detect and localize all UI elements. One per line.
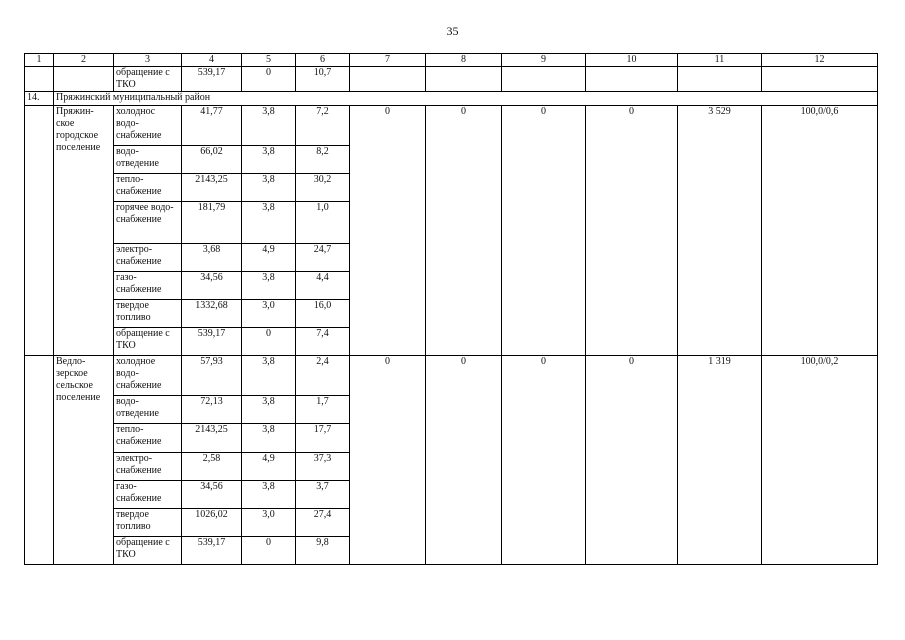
value-cell: 2,4 — [296, 356, 350, 396]
service-cell: электро-снабжение — [114, 453, 182, 481]
settlements-body — [25, 106, 878, 565]
service-cell: обращение с ТКО — [114, 67, 182, 92]
value-cell: 41,77 — [182, 106, 242, 146]
summary-cell: 0 — [426, 356, 502, 565]
value-cell: 34,56 — [182, 272, 242, 300]
value-cell: 4,4 — [296, 272, 350, 300]
value-cell: 539,17 — [182, 537, 242, 565]
service-cell: обращение с ТКО — [114, 328, 182, 356]
value-cell: 539,17 — [182, 328, 242, 356]
summary-cell: 0 — [502, 356, 586, 565]
value-cell: 57,93 — [182, 356, 242, 396]
header-cell: 3 — [114, 54, 182, 67]
service-cell: водо-отведение — [114, 396, 182, 424]
value-cell: 8,2 — [296, 146, 350, 174]
value-cell: 27,4 — [296, 509, 350, 537]
header-cell: 12 — [762, 54, 878, 67]
settlement-name: Пряжин-ское городское поселение — [54, 106, 114, 356]
value-cell: 3,8 — [242, 202, 296, 244]
summary-cell: 100,0/0,6 — [762, 106, 878, 356]
value-cell: 1,7 — [296, 396, 350, 424]
value-cell: 3,8 — [242, 106, 296, 146]
summary-cell: 100,0/0,2 — [762, 356, 878, 565]
table-row — [25, 106, 878, 146]
value-cell: 3,8 — [242, 481, 296, 509]
header-cell: 10 — [586, 54, 678, 67]
header-cell: 8 — [426, 54, 502, 67]
value-cell: 1332,68 — [182, 300, 242, 328]
value-cell: 3,0 — [242, 300, 296, 328]
value-cell: 30,2 — [296, 174, 350, 202]
service-cell: горячее водо-снабжение — [114, 202, 182, 244]
service-cell: водо-отведение — [114, 146, 182, 174]
value-cell: 7,4 — [296, 328, 350, 356]
header-cell: 11 — [678, 54, 762, 67]
empty-cell — [25, 106, 54, 356]
value-cell: 4,9 — [242, 244, 296, 272]
value-cell: 3,0 — [242, 509, 296, 537]
summary-cell: 0 — [350, 356, 426, 565]
header-cell: 1 — [25, 54, 54, 67]
empty-cell — [25, 356, 54, 565]
summary-cell: 1 319 — [678, 356, 762, 565]
summary-cell: 0 — [350, 106, 426, 356]
value-cell: 9,8 — [296, 537, 350, 565]
value-cell: 0 — [242, 328, 296, 356]
summary-cell: 3 529 — [678, 106, 762, 356]
section-title: Пряжинский муниципальный район — [54, 92, 878, 106]
value-cell: 181,79 — [182, 202, 242, 244]
summary-cell: 0 — [586, 356, 678, 565]
value-cell: 0 — [242, 537, 296, 565]
section-number: 14. — [25, 92, 54, 106]
header-cell: 2 — [54, 54, 114, 67]
value-cell: 72,13 — [182, 396, 242, 424]
service-cell: твердое топливо — [114, 509, 182, 537]
service-cell: обращение с ТКО — [114, 537, 182, 565]
value-cell: 16,0 — [296, 300, 350, 328]
service-cell: холодное водо-снабжение — [114, 356, 182, 396]
value-cell: 3,8 — [242, 174, 296, 202]
service-cell: тепло-снабжение — [114, 424, 182, 453]
table-row — [25, 356, 878, 396]
value-cell: 66,02 — [182, 146, 242, 174]
value-cell: 3,8 — [242, 396, 296, 424]
value-cell: 2143,25 — [182, 174, 242, 202]
value-cell: 1026,02 — [182, 509, 242, 537]
header-cell: 6 — [296, 54, 350, 67]
page-number: 35 — [446, 24, 459, 38]
service-cell: холодноc водо-снабжение — [114, 106, 182, 146]
value-cell: 3,7 — [296, 481, 350, 509]
value-cell: 2143,25 — [182, 424, 242, 453]
header-cell: 9 — [502, 54, 586, 67]
continuation-row — [25, 67, 878, 92]
service-cell: тепло-снабжение — [114, 174, 182, 202]
value-cell: 2,58 — [182, 453, 242, 481]
value-cell: 539,17 — [182, 67, 242, 92]
service-cell: газо-снабжение — [114, 272, 182, 300]
header-row — [25, 54, 878, 67]
summary-cell: 0 — [586, 106, 678, 356]
value-cell: 37,3 — [296, 453, 350, 481]
value-cell: 4,9 — [242, 453, 296, 481]
value-cell: 1,0 — [296, 202, 350, 244]
value-cell: 3,8 — [242, 356, 296, 396]
value-cell: 24,7 — [296, 244, 350, 272]
value-cell: 3,8 — [242, 424, 296, 453]
value-cell: 34,56 — [182, 481, 242, 509]
value-cell: 7,2 — [296, 106, 350, 146]
summary-cell: 0 — [502, 106, 586, 356]
value-cell: 3,8 — [242, 272, 296, 300]
service-cell: твердое топливо — [114, 300, 182, 328]
service-cell: электро-снабжение — [114, 244, 182, 272]
summary-cell: 0 — [426, 106, 502, 356]
section-row — [25, 92, 878, 106]
value-cell: 3,8 — [242, 146, 296, 174]
value-cell: 10,7 — [296, 67, 350, 92]
value-cell: 17,7 — [296, 424, 350, 453]
header-cell: 5 — [242, 54, 296, 67]
service-cell: газо-снабжение — [114, 481, 182, 509]
header-cell: 4 — [182, 54, 242, 67]
settlement-name: Ведло-зерское сельское поселение — [54, 356, 114, 565]
value-cell: 3,68 — [182, 244, 242, 272]
value-cell: 0 — [242, 67, 296, 92]
header-cell: 7 — [350, 54, 426, 67]
data-table — [24, 53, 878, 565]
